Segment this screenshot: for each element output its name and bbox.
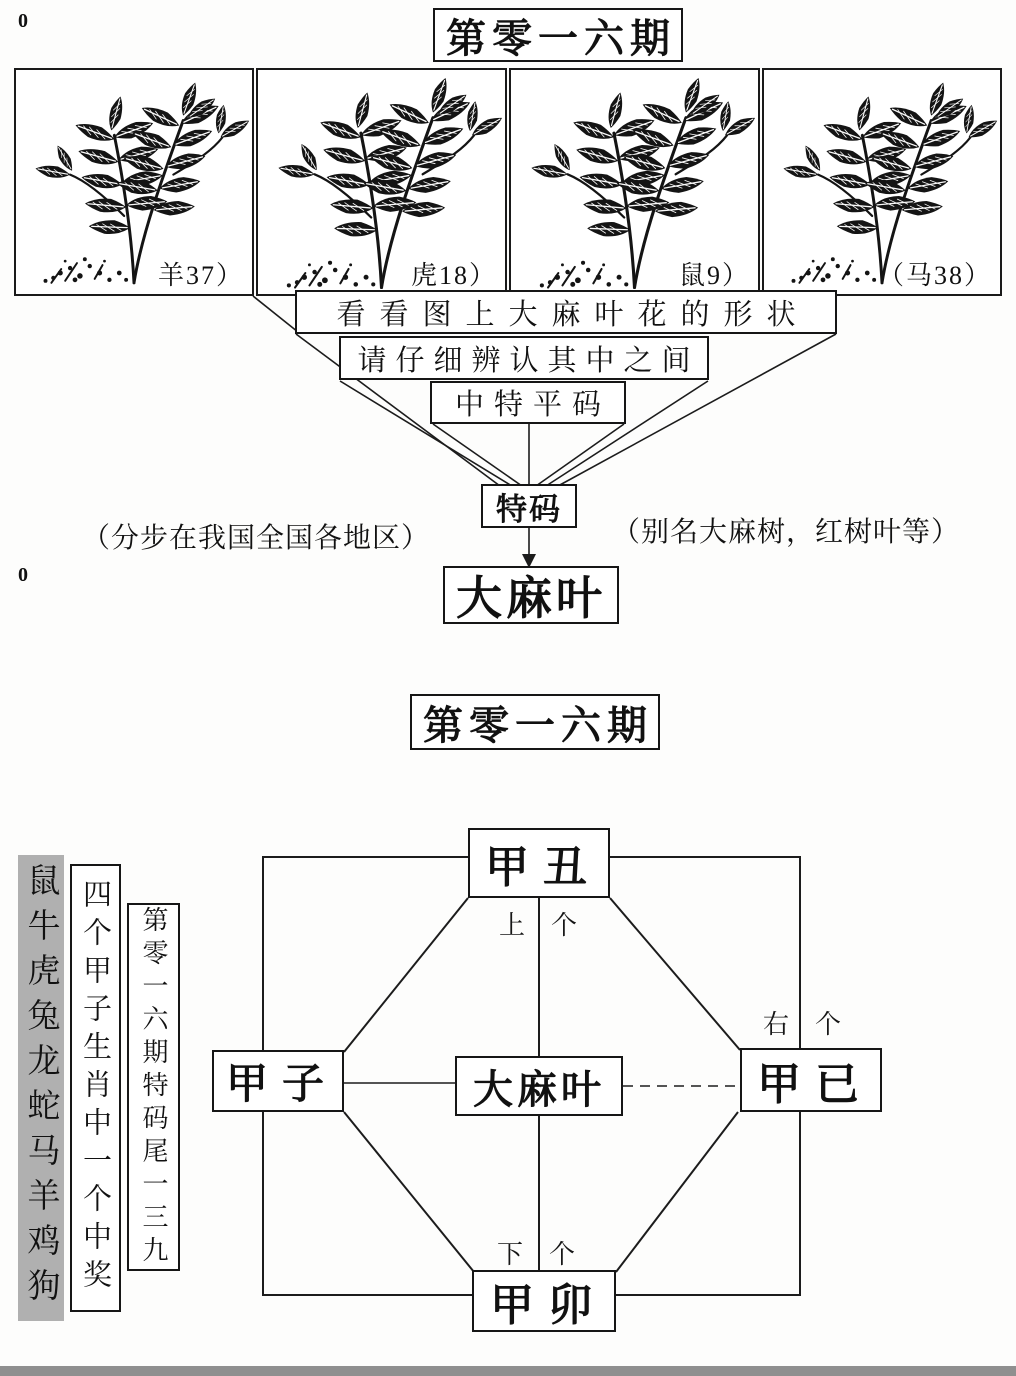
- funnel-line-2: 请仔细辨认其中之间: [339, 336, 709, 380]
- label-right-direction: 右个: [763, 1010, 868, 1039]
- plant-card-4-label: （马38）: [877, 261, 992, 290]
- right-note: （别名大麻树，红树叶等）: [612, 517, 961, 548]
- label-top-direction: 上个: [499, 911, 604, 940]
- funnel-line-3: 中特平码: [430, 381, 626, 424]
- plant-card-4: [762, 68, 1002, 296]
- label-bottom-direction: 下个: [497, 1240, 602, 1269]
- special-code-node: 特码: [481, 484, 577, 528]
- plant-card-2-label: 虎18）: [410, 261, 497, 290]
- scan-edge-bar: [0, 1366, 1016, 1376]
- diagram-node-left: 甲子: [212, 1050, 344, 1112]
- diagram-node-right: 甲已: [740, 1048, 882, 1112]
- result-box: 大麻叶: [443, 566, 619, 624]
- plant-card-3-label: 鼠9）: [678, 261, 750, 290]
- plant-card-3: [509, 68, 760, 296]
- diagram-node-top: 甲丑: [468, 828, 610, 898]
- hint-column: 四个甲子生肖中一个中奖: [70, 864, 121, 1312]
- left-note: （分步在我国全国各地区）: [82, 523, 431, 554]
- zodiac-column: 鼠牛虎兔龙蛇马羊鸡狗: [18, 855, 64, 1321]
- funnel-line-1: 看看图上大麻叶花的形状: [295, 290, 837, 334]
- scan-mark-zero-top: 0: [18, 10, 28, 32]
- diagram-node-center: 大麻叶: [455, 1056, 623, 1116]
- section1-issue-title: 第零一六期: [433, 8, 683, 62]
- plant-card-1: [14, 68, 254, 296]
- plant-card-2: [256, 68, 507, 296]
- diagram-node-bottom: 甲卯: [472, 1270, 616, 1332]
- scan-mark-zero-mid: 0: [18, 564, 28, 586]
- plant-card-1-label: 羊37）: [157, 261, 244, 290]
- section2-issue-title: 第零一六期: [410, 694, 660, 750]
- tail-number-column: 第零一六期特码尾一三九: [127, 903, 180, 1271]
